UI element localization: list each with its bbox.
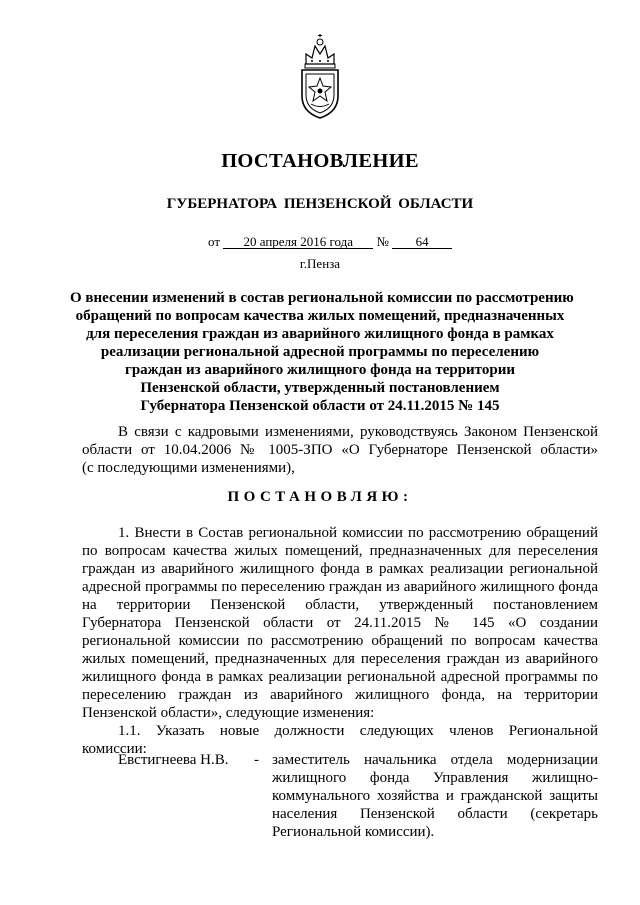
member-dash: - xyxy=(254,752,259,768)
document-body xyxy=(82,524,598,758)
body-line: комиссии: xyxy=(82,741,147,757)
decree-word: ПОСТАНОВЛЯЮ: xyxy=(227,489,413,505)
body-line: по вопросам качества жилых помещений, предназначенных для переселения xyxy=(82,543,598,559)
member-role-line: населения Пензенской области (секретарь xyxy=(272,806,598,822)
member-role-line: жилищного фонда Управления жилищно- xyxy=(272,770,598,786)
body-line: адресной программы по переселению граждан из аварийного жилищного фонда xyxy=(82,579,598,595)
document-number: 64 xyxy=(392,235,452,249)
member-role-line: Региональной комиссии). xyxy=(272,824,435,840)
heading-line: для переселения граждан из аварийного жилищного фонда в рамках xyxy=(86,326,554,342)
document-title: ПОСТАНОВЛЕНИЕ xyxy=(221,150,419,172)
preamble-line: (с последующими изменениями), xyxy=(82,460,295,476)
member-role-line: коммунального хозяйства и гражданской защиты xyxy=(272,788,598,804)
body-line: на территории Пензенской области, утвержденный постановлением xyxy=(82,597,598,613)
preamble xyxy=(82,423,598,477)
body-line: жилых помещений, предназначенных для переселения граждан из аварийного xyxy=(82,651,598,667)
preamble-line: области от 10.04.2006 № 1005-ЗПО «О Губернаторе Пензенской области» xyxy=(82,442,598,458)
body-line: Пензенской области», следующие изменения: xyxy=(82,705,375,721)
heading-line: Губернатора Пензенской области от 24.11.2015 № 145 xyxy=(140,398,500,414)
body-line: региональной комиссии по рассмотрению обращений по вопросам качества xyxy=(82,633,598,649)
document-date: 20 апреля 2016 года xyxy=(223,235,373,249)
date-line xyxy=(208,234,452,250)
preamble-line: В связи с кадровыми изменениями, руководствуясь Законом Пензенской xyxy=(118,424,598,440)
document-subtitle: ГУБЕРНАТОРА ПЕНЗЕНСКОЙ ОБЛАСТИ xyxy=(166,196,474,212)
date-prefix: от xyxy=(208,234,221,249)
body-line: 1. Внести в Состав региональной комиссии по рассмотрению обращений xyxy=(118,525,598,541)
document-city: г.Пенза xyxy=(299,256,341,271)
body-line: 1.1. Указать новые должности следующих членов Региональной xyxy=(118,723,598,739)
heading-line: граждан из аварийного жилищного фонда на территории xyxy=(125,362,515,378)
body-line: граждан из аварийного жилищного фонда в рамках реализации региональной xyxy=(82,561,598,577)
member-role xyxy=(272,751,598,841)
coat-of-arms-icon xyxy=(297,34,343,120)
heading-line: О внесении изменений в состав региональной комиссии по рассмотрению xyxy=(70,290,574,306)
body-line: жилищного фонда в рамках реализации региональной адресной программы по xyxy=(82,669,598,685)
number-sign: № xyxy=(376,234,389,249)
heading-line: Пензенской области, утвержденный постановлением xyxy=(140,380,500,396)
body-line: Губернатора Пензенской области от 24.11.2015 № 145 «О создании xyxy=(82,615,598,631)
member-name: Евстигнеева Н.В. xyxy=(118,752,229,768)
document-heading xyxy=(70,289,574,415)
body-line: переселению граждан из аварийного жилищного фонда, на территории xyxy=(82,687,598,703)
heading-line: обращений по вопросам качества жилых помещений, предназначенных xyxy=(75,308,565,324)
heading-line: реализации региональной адресной программы по переселению xyxy=(100,344,540,360)
member-role-line: заместитель начальника отдела модернизации xyxy=(272,752,598,768)
